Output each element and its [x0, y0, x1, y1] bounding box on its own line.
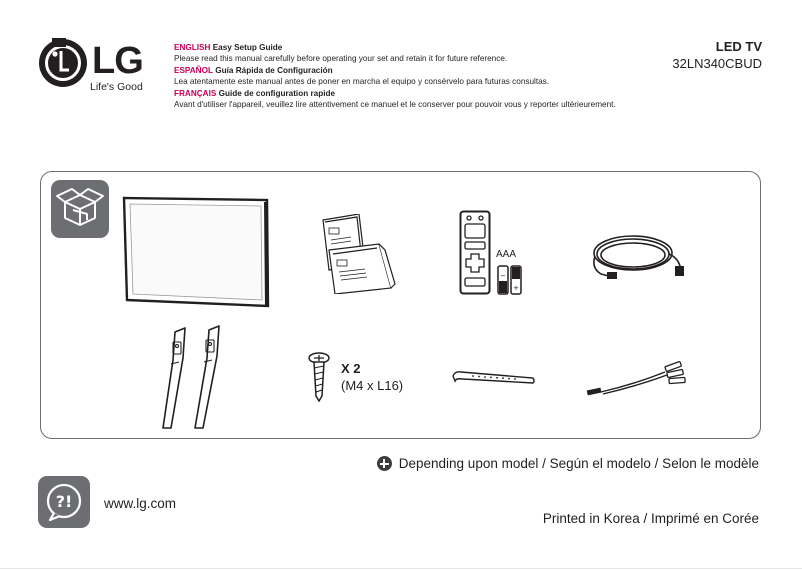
lg-logo	[38, 38, 158, 98]
logo-tagline: Life's Good	[90, 81, 143, 93]
printed-in-note: Printed in Korea / Imprimé en Corée	[542, 511, 759, 526]
lg-face-logo-icon	[38, 38, 88, 88]
logo-wordmark: LG	[92, 40, 143, 82]
screw-quantity	[341, 360, 403, 394]
stand-icon	[157, 324, 233, 432]
lang-english: ENGLISH	[174, 43, 211, 52]
box-icon	[51, 180, 109, 238]
model-number: 32LN340CBUD	[672, 56, 762, 71]
screw-size: (M4 x L16)	[341, 378, 404, 393]
manuals-icon	[319, 214, 397, 294]
plus-circle-icon	[377, 456, 392, 471]
spanish-title: Guía Rápida de Configuración	[215, 65, 333, 75]
package-contents-box	[40, 171, 761, 439]
lang-spanish: ESPAÑOL	[174, 65, 213, 75]
power-cord-icon	[589, 226, 685, 282]
optional-note-text: Depending upon model / Según el modelo / Selon le modèle	[398, 456, 759, 471]
english-title: Easy Setup Guide	[212, 43, 283, 52]
av-cable-icon	[585, 358, 689, 398]
help-speech-bubble-icon	[38, 476, 90, 528]
spanish-text: Lea atentamente este manual antes de poner en marcha el equipo y consérvelo para futuras consultas.	[174, 77, 550, 87]
screw-qty-value: X 2	[341, 361, 361, 376]
battery-label: AAA	[496, 249, 517, 260]
intro-text	[174, 42, 644, 110]
remote-control-icon	[459, 210, 493, 296]
page-bottom-line	[0, 568, 802, 569]
svg-text:?!: ?!	[55, 492, 73, 511]
cable-tie-icon	[451, 368, 537, 388]
model-info	[672, 38, 762, 72]
optional-note	[377, 456, 759, 471]
french-text: Avant d'utiliser l'appareil, veuillez lire attentivement ce manuel et le conserver pour pouvoir vous y reporter ultérieurement.	[174, 100, 616, 110]
svg-text:+: +	[513, 284, 519, 292]
website-link[interactable]: www.lg.com	[104, 496, 177, 511]
french-title: Guide de configuration rapide	[218, 88, 336, 98]
svg-text:−: −	[500, 272, 506, 280]
english-text: Please read this manual carefully before operating your set and retain it for future reference.	[174, 54, 508, 64]
product-type: LED TV	[715, 39, 762, 54]
screw-icon	[307, 352, 331, 402]
batteries-icon	[497, 264, 523, 296]
tv-icon	[121, 196, 271, 311]
lang-french: FRANÇAIS	[174, 88, 217, 98]
